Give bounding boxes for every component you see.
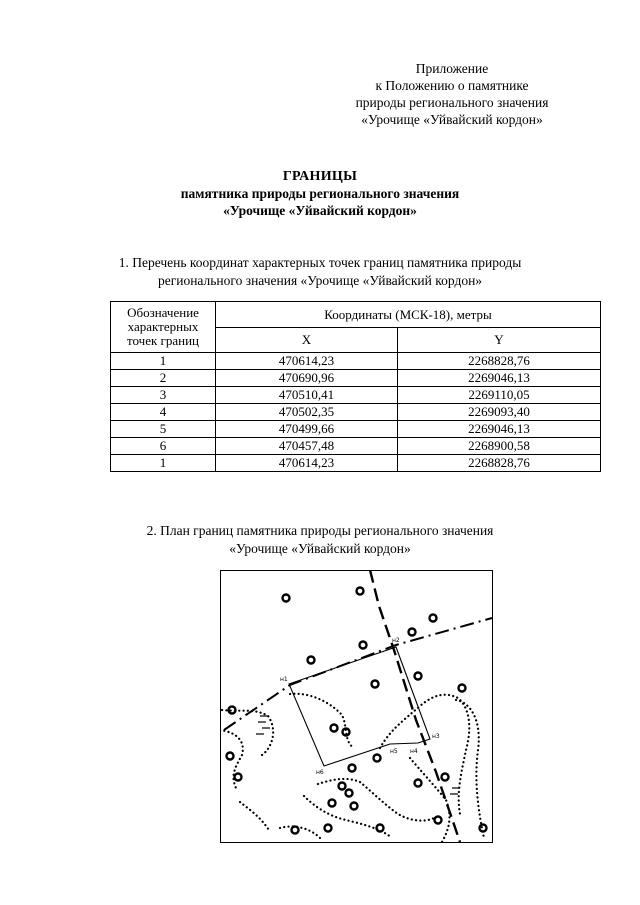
cell-point: 6 — [111, 438, 216, 455]
document-title — [0, 168, 640, 219]
section1-line: регионального значения «Урочище «Уйвайский кордон» — [157, 273, 483, 288]
cell-x: 470690,96 — [216, 370, 398, 387]
point-label-n2: н2 — [392, 637, 400, 644]
title-line: «Урочище «Уйвайский кордон» — [223, 203, 417, 218]
section2-line: 2. План границ памятника природы регионального значения — [146, 523, 494, 538]
table-row — [111, 353, 601, 370]
table-row — [111, 421, 601, 438]
table-row — [111, 370, 601, 387]
cell-point: 4 — [111, 404, 216, 421]
cell-x: 470510,41 — [216, 387, 398, 404]
cell-x: 470457,48 — [216, 438, 398, 455]
header-coordinates: Координаты (МСК-18), метры — [216, 302, 601, 328]
section1-heading — [0, 254, 640, 290]
section1-line: 1. Перечень координат характерных точек границ памятника природы — [118, 255, 522, 270]
title-line: памятника природы регионального значения — [180, 186, 460, 201]
boundary-polygon — [289, 647, 430, 766]
cell-point: 2 — [111, 370, 216, 387]
point-label-n6: н6 — [316, 769, 324, 776]
cell-y: 2268828,76 — [397, 353, 600, 370]
appendix-note — [322, 60, 582, 128]
cell-x: 470499,66 — [216, 421, 398, 438]
header-x: X — [216, 328, 398, 353]
header-point-line: Обозначение — [127, 305, 199, 320]
tree-symbols — [227, 588, 487, 834]
appendix-line: Приложение — [415, 61, 489, 76]
point-label-n3: н3 — [432, 733, 440, 740]
cell-y: 2269046,13 — [397, 421, 600, 438]
point-label-n1: н1 — [280, 676, 288, 683]
cell-y: 2269046,13 — [397, 370, 600, 387]
appendix-line: к Положению о памятнике — [375, 78, 529, 93]
header-point-line: точек границ — [126, 333, 200, 348]
table-row — [111, 438, 601, 455]
header-y: Y — [397, 328, 600, 353]
cell-x: 470614,23 — [216, 455, 398, 472]
cell-y: 2268900,58 — [397, 438, 600, 455]
cell-y: 2269110,05 — [397, 387, 600, 404]
cell-point: 1 — [111, 455, 216, 472]
section2-heading — [0, 522, 640, 558]
table-row — [111, 455, 601, 472]
coordinates-table — [110, 301, 601, 472]
cell-x: 470614,23 — [216, 353, 398, 370]
contour-lines — [220, 694, 484, 842]
title-main: ГРАНИЦЫ — [282, 169, 358, 184]
boundary-plan-map — [220, 570, 493, 843]
cell-y: 2269093,40 — [397, 404, 600, 421]
table-row — [111, 387, 601, 404]
cell-y: 2268828,76 — [397, 455, 600, 472]
point-label-n5: н5 — [390, 748, 398, 755]
cell-point: 5 — [111, 421, 216, 438]
point-label-n4: н4 — [410, 748, 418, 755]
cell-point: 3 — [111, 387, 216, 404]
section2-line: «Урочище «Уйвайский кордон» — [229, 541, 411, 556]
table-row — [111, 404, 601, 421]
header-point-line: характерных — [127, 319, 199, 334]
cell-x: 470502,35 — [216, 404, 398, 421]
map-frame — [221, 571, 493, 843]
header-point-designation — [111, 302, 216, 353]
appendix-line: природы регионального значения — [355, 95, 549, 110]
appendix-line: «Урочище «Уйвайский кордон» — [361, 112, 543, 127]
cell-point: 1 — [111, 353, 216, 370]
table-header-row — [111, 302, 601, 328]
